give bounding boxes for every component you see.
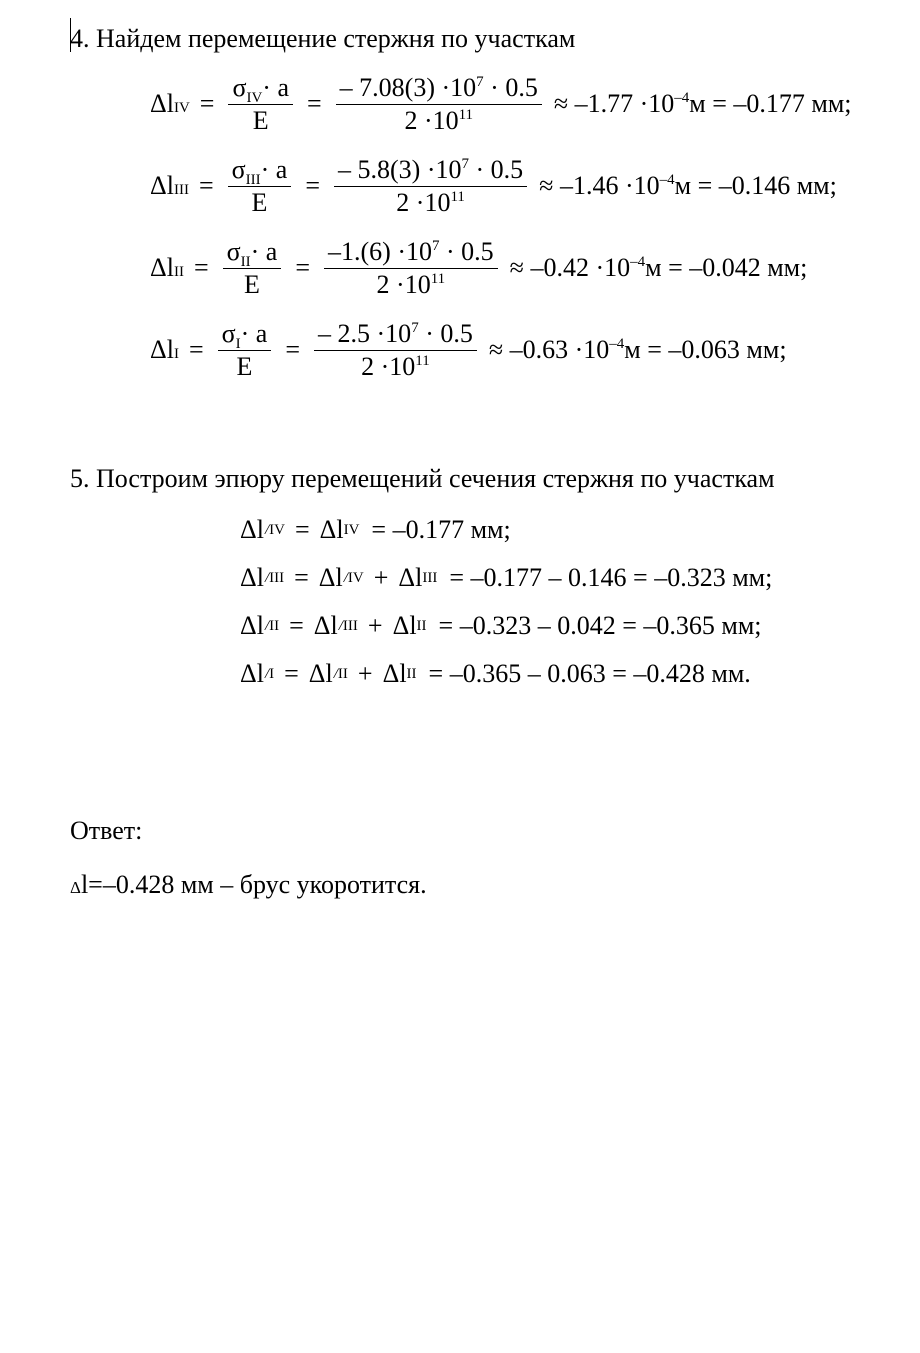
line-result: = –0.177 – 0.146 = –0.323 мм; <box>449 563 773 592</box>
cumulative-displacement-line: Δl / II = Δl / III + Δl II = –0.323 – 0.042 = –0.365 мм; <box>240 611 762 640</box>
delta-l-symbol: Δl <box>240 659 264 688</box>
equals-sign: = <box>198 171 214 200</box>
result-exponent: –4 <box>609 336 625 352</box>
answer-delta: Δ <box>70 878 81 897</box>
section4-heading: 4. Найдем перемещение стержня по участкам <box>70 24 576 53</box>
delta-l-symbol: Δl <box>150 253 174 282</box>
displacement-equation <box>150 232 807 304</box>
equation-result <box>489 335 787 365</box>
delta-l-symbol: Δl <box>150 171 174 200</box>
numeric-fraction <box>324 237 498 300</box>
result-tail: м = –0.063 мм; <box>624 335 787 364</box>
fraction-denominator <box>314 350 477 382</box>
fraction-numerator <box>334 155 527 186</box>
answer-text <box>70 870 427 900</box>
equation-result <box>510 253 808 283</box>
cumulative-displacement-line: Δl / III = Δl / IV + Δl III = –0.177 – 0.146 = –0.323 мм; <box>240 563 773 592</box>
delta-l-symbol: Δl <box>392 611 417 640</box>
answer-label: Ответ: <box>70 816 143 845</box>
plus-sign: + <box>367 611 383 640</box>
equation-result <box>539 171 837 201</box>
plus-sign: + <box>373 563 389 592</box>
fraction-denominator <box>324 268 498 300</box>
sigma-symbol: σ <box>232 72 247 102</box>
numeric-fraction <box>314 319 477 382</box>
numerator-exponent: 7 <box>432 237 440 254</box>
cumulative-displacement-line: Δl / I = Δl / II + Δl II = –0.365 – 0.063 = –0.428 мм. <box>240 659 751 688</box>
fraction-numerator <box>228 155 292 186</box>
equation-lhs: Δl IV <box>150 89 190 118</box>
sigma-subscript: I <box>235 335 241 352</box>
approx-value: ≈ –1.77 ·10 <box>553 89 675 118</box>
times-a: · a <box>240 318 268 348</box>
line-result: = –0.177 мм; <box>371 515 511 544</box>
result-exponent: –4 <box>659 172 675 188</box>
numerator-tail: · 0.5 <box>483 72 538 102</box>
equals-sign: = <box>199 89 215 118</box>
delta-l-symbol: Δl <box>313 611 338 640</box>
fraction-denominator: E <box>218 350 272 382</box>
fraction-numerator <box>218 319 272 350</box>
answer-value: l=–0.428 мм – брус укоротится. <box>80 870 427 899</box>
plus-sign: + <box>357 659 373 688</box>
sigma-symbol: σ <box>226 236 241 266</box>
approx-value: ≈ –1.46 ·10 <box>539 171 660 200</box>
equals-sign: = <box>307 89 322 118</box>
delta-l-symbol: Δl <box>240 563 264 592</box>
denominator-exponent: 11 <box>415 352 430 369</box>
result-tail: м = –0.146 мм; <box>674 171 837 200</box>
result-exponent: –4 <box>674 90 690 106</box>
result-tail: м = –0.042 мм; <box>645 253 808 282</box>
equals-sign: = <box>305 171 321 200</box>
line-result: = –0.365 – 0.063 = –0.428 мм. <box>428 659 751 688</box>
numerator-base: –1.(6) ·10 <box>328 236 432 266</box>
sigma-subscript: II <box>240 253 251 270</box>
equation-lhs: Δl II <box>150 253 184 282</box>
fraction-numerator <box>223 237 282 268</box>
equation-result <box>554 89 852 119</box>
equation-lhs: Δl I <box>150 335 179 364</box>
approx-value: ≈ –0.63 ·10 <box>488 335 610 364</box>
equals-sign: = <box>289 611 304 640</box>
stress-fraction <box>228 73 293 136</box>
fraction-numerator <box>324 237 498 268</box>
equals-sign: = <box>295 253 311 282</box>
stress-fraction <box>228 155 292 218</box>
sigma-symbol: σ <box>221 318 236 348</box>
denominator-base: 2 ·10 <box>376 269 431 299</box>
line-result: = –0.323 – 0.042 = –0.365 мм; <box>438 611 762 640</box>
fraction-denominator <box>336 104 542 136</box>
fraction-numerator <box>228 73 293 104</box>
equation-lhs: Δl III <box>150 171 189 200</box>
equals-sign: = <box>294 515 310 544</box>
denominator-base: 2 ·10 <box>361 351 416 381</box>
numeric-fraction <box>336 73 542 136</box>
stress-fraction <box>218 319 272 382</box>
section5-heading: 5. Построим эпюру перемещений сечения стержня по участкам <box>70 464 775 493</box>
fraction-denominator: E <box>223 268 282 300</box>
delta-l-symbol: Δl <box>308 659 333 688</box>
fraction-denominator: E <box>228 104 293 136</box>
numeric-fraction <box>334 155 527 218</box>
fraction-numerator <box>314 319 477 350</box>
displacement-equation <box>150 314 787 386</box>
delta-l-symbol: Δl <box>382 659 407 688</box>
numerator-exponent: 7 <box>461 155 469 172</box>
sigma-subscript: III <box>245 171 261 188</box>
denominator-base: 2 ·10 <box>396 187 451 217</box>
numerator-base: – 2.5 ·10 <box>318 318 412 348</box>
delta-l-symbol: Δl <box>240 515 264 544</box>
times-a: · a <box>250 236 278 266</box>
equals-sign: = <box>285 335 301 364</box>
denominator-exponent: 11 <box>458 106 474 123</box>
equals-sign: = <box>193 253 209 282</box>
approx-value: ≈ –0.42 ·10 <box>509 253 631 282</box>
fraction-denominator: E <box>228 186 292 218</box>
numerator-exponent: 7 <box>476 73 484 90</box>
displacement-equation <box>150 150 837 222</box>
displacement-equation <box>150 68 852 140</box>
delta-l-symbol: Δl <box>150 89 174 118</box>
delta-l-symbol: Δl <box>240 611 264 640</box>
fraction-denominator <box>334 186 527 218</box>
denominator-base: 2 ·10 <box>404 105 459 135</box>
numerator-tail: · 0.5 <box>469 154 524 184</box>
numerator-tail: · 0.5 <box>439 236 494 266</box>
denominator-exponent: 11 <box>450 188 465 205</box>
times-a: · a <box>262 72 289 102</box>
numerator-exponent: 7 <box>411 319 419 336</box>
equals-sign: = <box>294 563 309 592</box>
stress-fraction <box>223 237 282 300</box>
delta-l-symbol: Δl <box>398 563 423 592</box>
delta-l-symbol: Δl <box>150 335 174 364</box>
numerator-tail: · 0.5 <box>418 318 473 348</box>
denominator-exponent: 11 <box>430 270 446 287</box>
times-a: · a <box>260 154 288 184</box>
fraction-numerator <box>336 73 542 104</box>
result-tail: м = –0.177 мм; <box>689 89 852 118</box>
equals-sign: = <box>284 659 299 688</box>
equals-sign: = <box>188 335 204 364</box>
numerator-base: – 7.08(3) ·10 <box>339 72 477 102</box>
result-exponent: –4 <box>630 254 646 270</box>
numerator-base: – 5.8(3) ·10 <box>338 154 462 184</box>
delta-l-symbol: Δl <box>318 563 343 592</box>
sigma-symbol: σ <box>231 154 246 184</box>
delta-l-symbol: Δl <box>319 515 344 544</box>
sigma-subscript: IV <box>246 89 263 106</box>
cumulative-displacement-line: Δl / IV = Δl IV = –0.177 мм; <box>240 515 511 544</box>
